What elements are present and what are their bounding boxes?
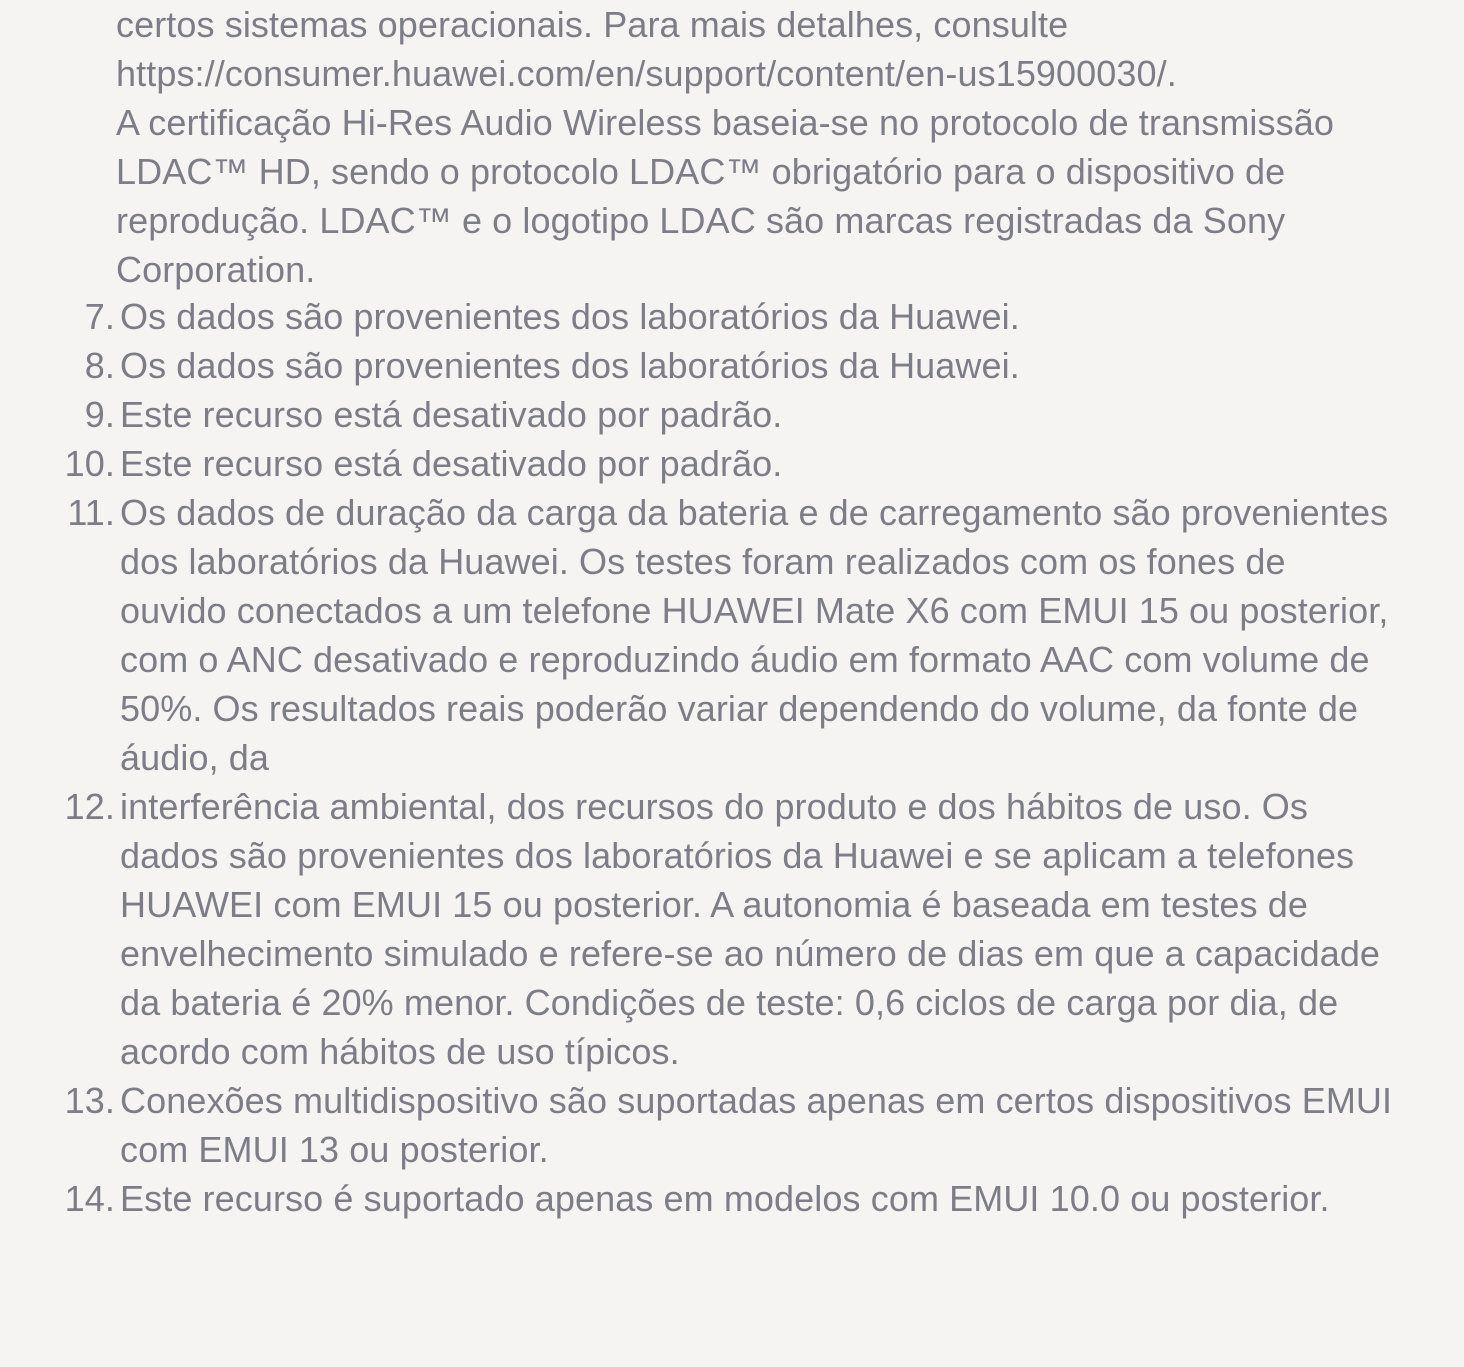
list-item-number: 14. — [64, 1178, 115, 1219]
list-item-text: Este recurso está desativado por padrão. — [120, 394, 783, 435]
list-item — [58, 488, 1398, 782]
list-item-text: Os dados são provenientes dos laboratórios da Huawei. — [120, 296, 1020, 337]
list-item-text: Este recurso é suportado apenas em modelos com EMUI 10.0 ou posterior. — [120, 1178, 1330, 1219]
list-item-text: interferência ambiental, dos recursos do produto e dos hábitos de uso. Os dados são provenientes dos laboratórios da Huawei e se aplicam a telefones HUAWEI com EMUI 15 ou posterior. A autonomia é baseada em testes de envelhecimento simulado e refere-se ao número de dias em que a capacidade da bateria é 20% menor. Condições de teste: 0,6 ciclos de carga por dia, de acordo com hábitos de uso típicos. — [120, 786, 1381, 1072]
list-item — [58, 1076, 1398, 1174]
list-item-number: 8. — [84, 345, 115, 386]
list-item — [58, 292, 1398, 341]
list-item-text: Os dados são provenientes dos laboratórios da Huawei. — [120, 345, 1020, 386]
list-item-text: Este recurso está desativado por padrão. — [120, 443, 783, 484]
list-item-number: 10. — [64, 443, 115, 484]
intro-text-block — [116, 0, 1386, 294]
list-item-number: 12. — [64, 786, 115, 827]
list-item — [58, 341, 1398, 390]
list-item — [58, 439, 1398, 488]
footnote-list — [58, 292, 1398, 1223]
list-item-number: 11. — [67, 492, 115, 533]
list-item — [58, 782, 1398, 1076]
list-item-number: 7. — [84, 296, 115, 337]
intro-paragraph-2: A certificação Hi-Res Audio Wireless baseia-se no protocolo de transmissão LDAC™ HD, sendo o protocolo LDAC™ obrigatório para o dispositivo de reprodução. LDAC™ e o logotipo LDAC são marcas registradas da Sony Corporation. — [116, 102, 1334, 290]
list-item-number: 13. — [64, 1080, 115, 1121]
list-item — [58, 1174, 1398, 1223]
intro-paragraph-1: certos sistemas operacionais. Para mais detalhes, consulte https://consumer.huawei.com/en/support/content/en-us15900030/. — [116, 4, 1177, 94]
list-item — [58, 390, 1398, 439]
list-item-text: Os dados de duração da carga da bateria e de carregamento são provenientes dos laboratórios da Huawei. Os testes foram realizados com os fones de ouvido conectados a um telefone HUAWEI Mate X6 com EMUI 15 ou posterior, com o ANC desativado e reproduzindo áudio em formato AAC com volume de 50%. Os resultados reais poderão variar dependendo do volume, da fonte de áudio, da — [120, 492, 1389, 778]
list-item-text: Conexões multidispositivo são suportadas apenas em certos dispositivos EMUI com EMUI 13 ou posterior. — [120, 1080, 1393, 1170]
list-item-number: 9. — [84, 394, 115, 435]
